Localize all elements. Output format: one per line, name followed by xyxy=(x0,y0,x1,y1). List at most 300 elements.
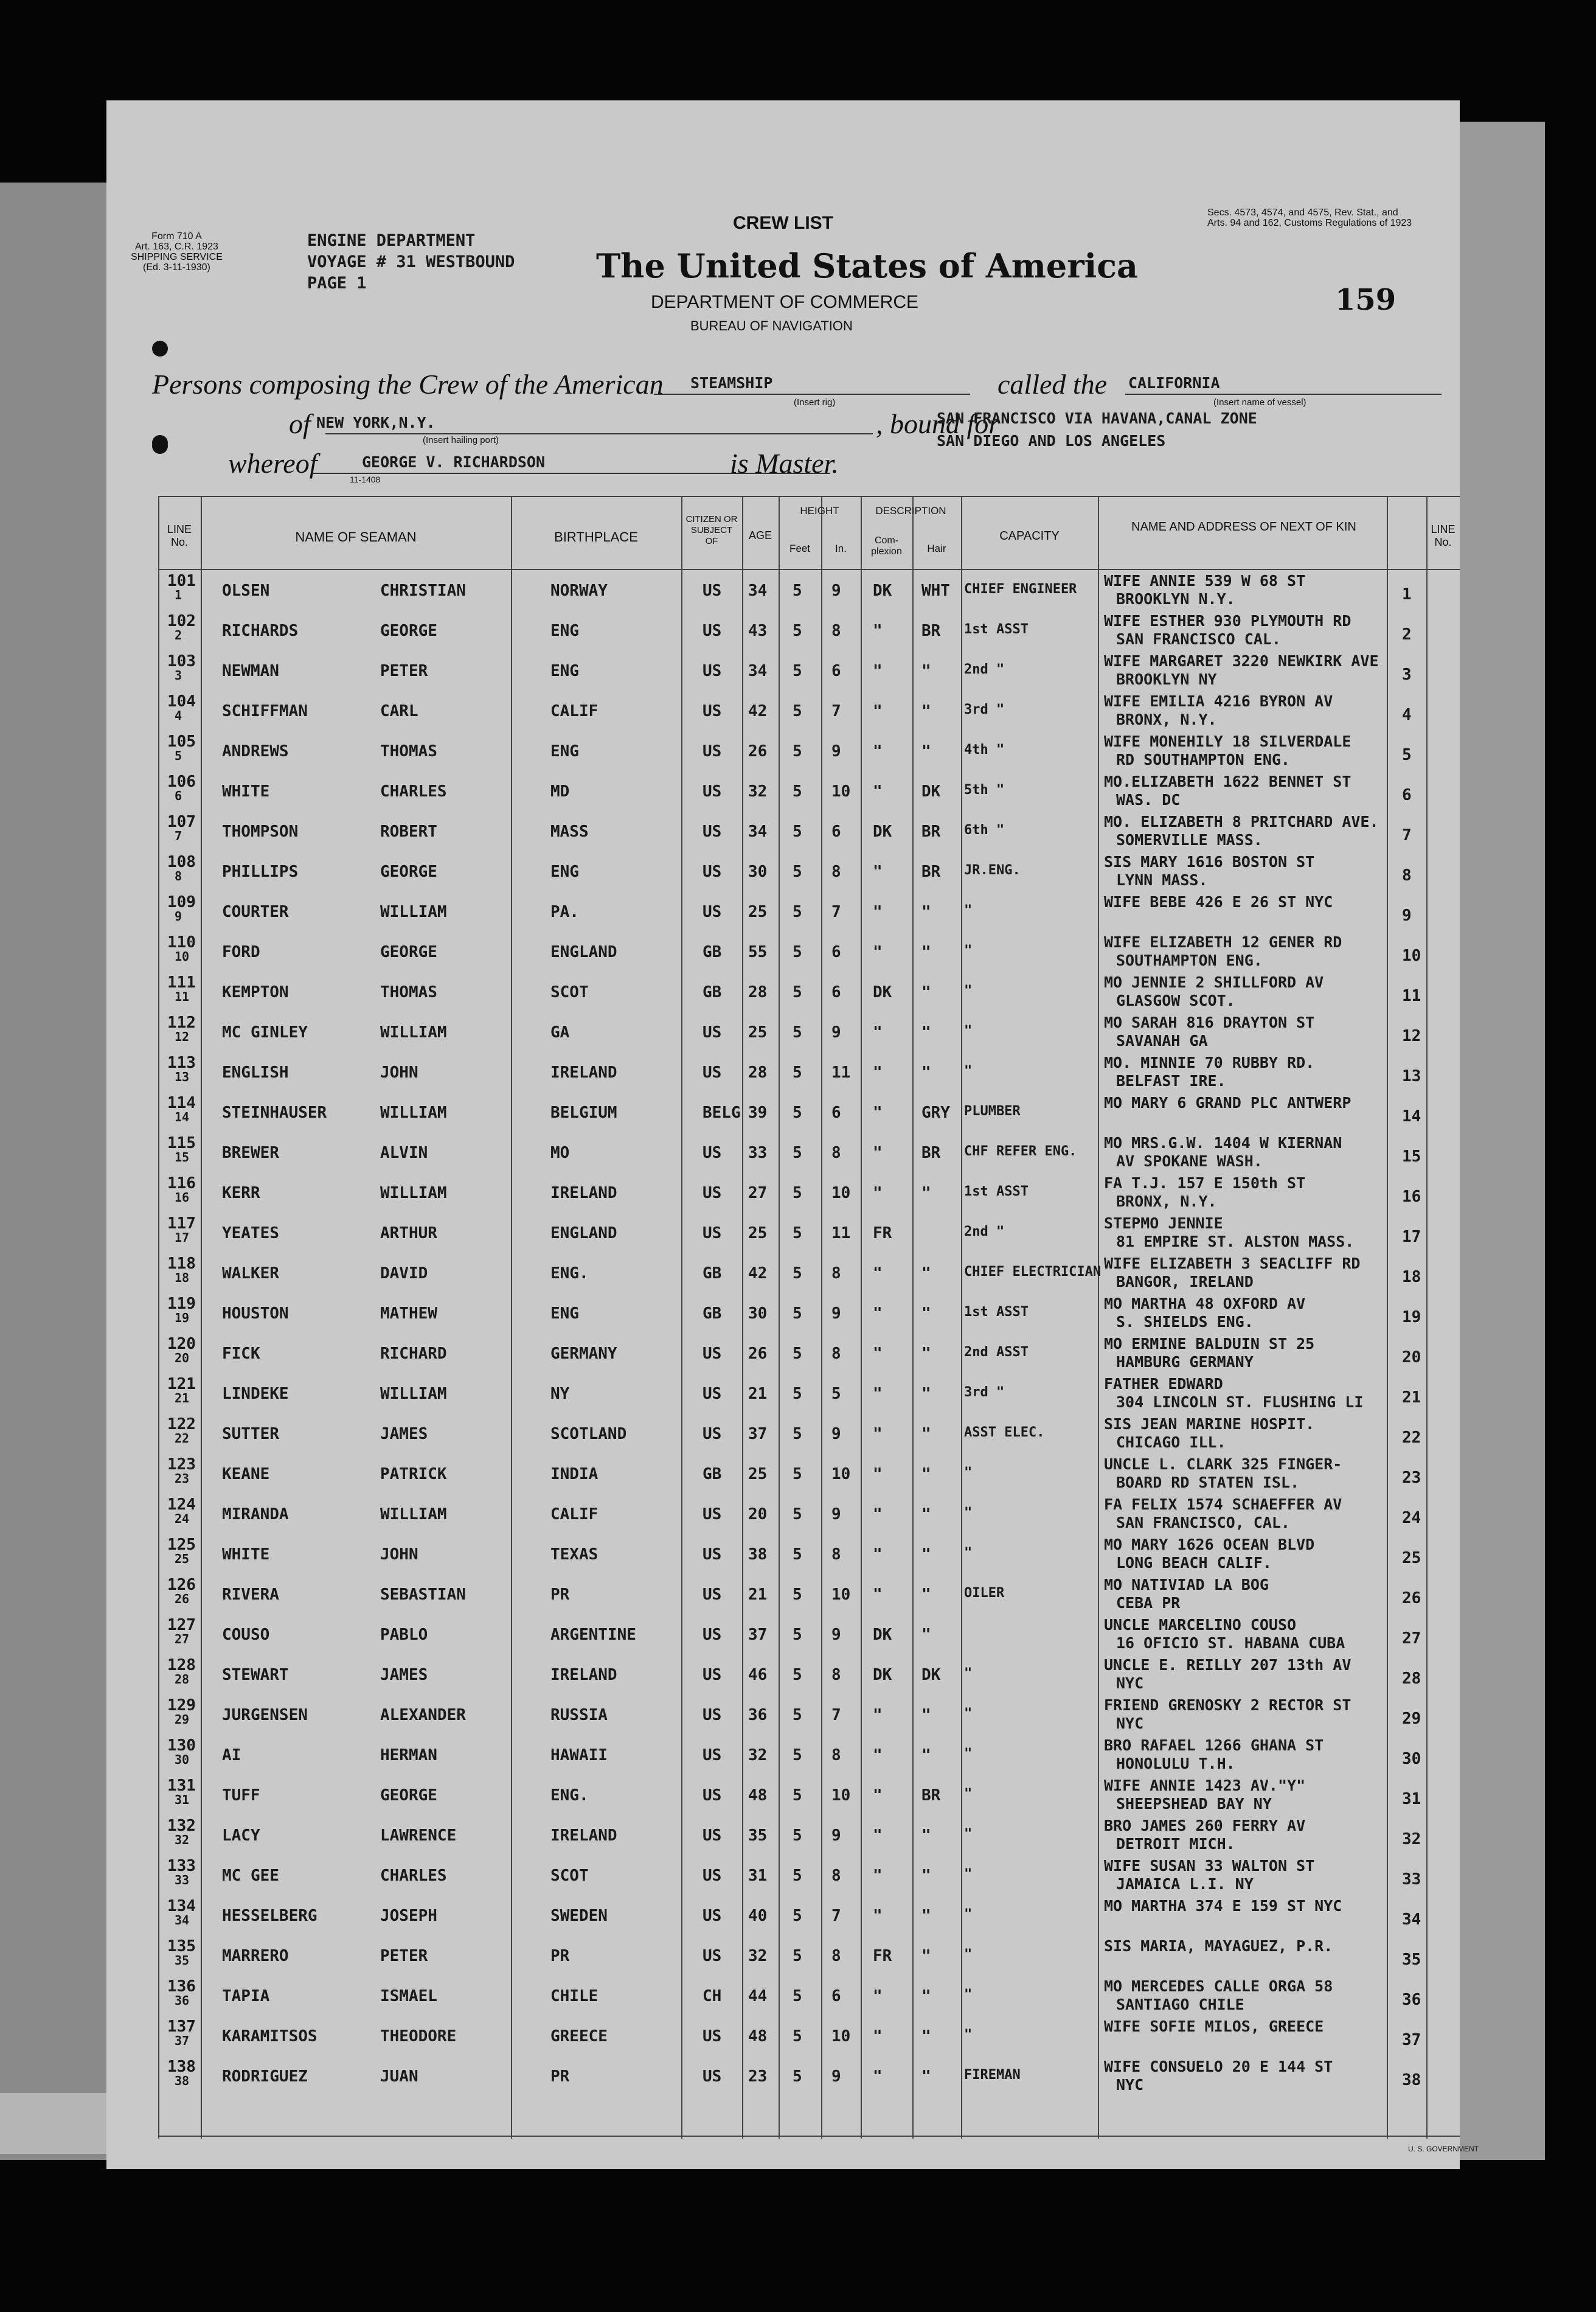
form-id: Form 710 A Art. 163, C.R. 1923 SHIPPING SERVICE (Ed. 3-11-1930) xyxy=(131,231,223,273)
capacity: " xyxy=(964,1023,973,1039)
height-feet: 5 xyxy=(793,1465,802,1483)
birthplace: IRELAND xyxy=(550,1064,617,1082)
age: 46 xyxy=(748,1666,768,1684)
height-inches: 10 xyxy=(831,2027,851,2046)
citizenship: US xyxy=(703,1023,722,1042)
line-number: 12 xyxy=(175,1029,190,1044)
first-name: HERMAN xyxy=(380,1746,437,1764)
citizenship: CH xyxy=(703,1987,722,2005)
row-id: 138 xyxy=(167,2058,196,2076)
citizenship: US xyxy=(703,1385,722,1403)
hair: " xyxy=(921,1586,931,1604)
capacity: " xyxy=(964,1947,973,1962)
next-of-kin-address: SAVANAH GA xyxy=(1116,1032,1208,1050)
birthplace: ENG. xyxy=(550,1786,589,1805)
table-row xyxy=(106,1335,1460,1374)
last-name: MARRERO xyxy=(222,1947,289,1965)
table-row xyxy=(106,1817,1460,1856)
table-row xyxy=(106,2058,1460,2097)
first-name: PATRICK xyxy=(380,1465,447,1483)
citizenship: US xyxy=(703,622,722,640)
capacity: " xyxy=(964,903,973,918)
hair: " xyxy=(921,1505,931,1523)
age: 37 xyxy=(748,1626,768,1644)
punch-hole xyxy=(152,341,168,357)
next-of-kin-address: HAMBURG GERMANY xyxy=(1116,1353,1254,1371)
last-name: MC GEE xyxy=(222,1867,279,1885)
last-name: ANDREWS xyxy=(222,742,289,761)
table-row xyxy=(106,1014,1460,1053)
line-number-right: 30 xyxy=(1402,1750,1421,1768)
citizenship: US xyxy=(703,1867,722,1885)
first-name: PABLO xyxy=(380,1626,428,1644)
first-name: ISMAEL xyxy=(380,1987,437,2005)
complexion: " xyxy=(873,903,883,921)
hair: " xyxy=(921,702,931,720)
birthplace: IRELAND xyxy=(550,1184,617,1202)
birthplace: MD xyxy=(550,782,570,801)
complexion: FR xyxy=(873,1947,892,1965)
capacity: ASST ELEC. xyxy=(964,1425,1045,1440)
next-of-kin-name: WIFE ELIZABETH 12 GENER RD xyxy=(1104,933,1342,951)
complexion: " xyxy=(873,1064,883,1082)
line-number: 6 xyxy=(175,789,182,803)
complexion: " xyxy=(873,702,883,720)
line-number-right: 22 xyxy=(1402,1429,1421,1447)
row-id: 102 xyxy=(167,612,196,630)
age: 32 xyxy=(748,1746,768,1764)
first-name: THOMAS xyxy=(380,983,437,1001)
age: 25 xyxy=(748,903,768,921)
line-number-right: 1 xyxy=(1402,585,1412,604)
line-number-right: 28 xyxy=(1402,1670,1421,1688)
height-feet: 5 xyxy=(793,1987,802,2005)
birthplace: GA xyxy=(550,1023,570,1042)
first-name: CARL xyxy=(380,702,418,720)
first-name: ARTHUR xyxy=(380,1224,437,1242)
next-of-kin-name: WIFE MONEHILY 18 SILVERDALE xyxy=(1104,733,1351,750)
height-inches: 6 xyxy=(831,983,841,1001)
citizenship: US xyxy=(703,903,722,921)
table-row xyxy=(106,692,1460,731)
next-of-kin-address: NYC xyxy=(1116,1715,1144,1732)
table-row xyxy=(106,1897,1460,1936)
line-number: 15 xyxy=(175,1150,190,1165)
age: 25 xyxy=(748,1023,768,1042)
next-of-kin-name: WIFE ESTHER 930 PLYMOUTH RD xyxy=(1104,612,1351,630)
right-background-document xyxy=(1460,122,1545,2160)
line-number-right: 15 xyxy=(1402,1147,1421,1166)
next-of-kin-address: NYC xyxy=(1116,2076,1144,2094)
complexion: DK xyxy=(873,823,892,841)
height-inches: 9 xyxy=(831,1626,841,1644)
citizenship: US xyxy=(703,1947,722,1965)
complexion: " xyxy=(873,1505,883,1523)
line-number-right: 4 xyxy=(1402,706,1412,724)
row-id: 124 xyxy=(167,1495,196,1514)
col-feet: Feet xyxy=(789,543,811,554)
birthplace: INDIA xyxy=(550,1465,598,1483)
row-id: 122 xyxy=(167,1415,196,1433)
row-id: 112 xyxy=(167,1014,196,1032)
left-background-document xyxy=(0,183,106,2160)
age: 40 xyxy=(748,1907,768,1925)
height-feet: 5 xyxy=(793,1304,802,1323)
citizenship: GB xyxy=(703,943,722,961)
complexion: " xyxy=(873,1184,883,1202)
height-feet: 5 xyxy=(793,1907,802,1925)
col-inches: In. xyxy=(835,543,847,554)
next-of-kin-address: BRONX, N.Y. xyxy=(1116,1193,1217,1210)
citizenship: US xyxy=(703,582,722,600)
next-of-kin-name: UNCLE MARCELINO COUSO xyxy=(1104,1616,1297,1634)
line-number: 16 xyxy=(175,1190,190,1205)
row-id: 106 xyxy=(167,773,196,791)
complexion: " xyxy=(873,2027,883,2046)
citizenship: US xyxy=(703,662,722,680)
vessel-name: CALIFORNIA xyxy=(1128,374,1220,392)
citizenship: US xyxy=(703,702,722,720)
complexion: " xyxy=(873,1826,883,1845)
next-of-kin-name: WIFE ANNIE 539 W 68 ST xyxy=(1104,572,1306,590)
citizenship: US xyxy=(703,2067,722,2086)
table-row xyxy=(106,1295,1460,1334)
next-of-kin-name: WIFE EMILIA 4216 BYRON AV xyxy=(1104,692,1333,710)
hair: " xyxy=(921,1345,931,1363)
last-name: AI xyxy=(222,1746,241,1764)
col-citizen: CITIZEN OR SUBJECT OF xyxy=(685,514,738,546)
birthplace: ENGLAND xyxy=(550,1224,617,1242)
capacity: " xyxy=(964,1987,973,2002)
line-number-right: 7 xyxy=(1402,826,1412,844)
row-id: 120 xyxy=(167,1335,196,1353)
row-id: 132 xyxy=(167,1817,196,1835)
height-inches: 8 xyxy=(831,1144,841,1162)
height-inches: 8 xyxy=(831,1867,841,1885)
row-id: 107 xyxy=(167,813,196,831)
complexion: DK xyxy=(873,1626,892,1644)
row-id: 128 xyxy=(167,1656,196,1674)
next-of-kin-name: MO MARTHA 374 E 159 ST NYC xyxy=(1104,1897,1342,1915)
insert-port-label: (Insert hailing port) xyxy=(423,435,499,445)
complexion: " xyxy=(873,1465,883,1483)
height-feet: 5 xyxy=(793,1224,802,1242)
birthplace: HAWAII xyxy=(550,1746,608,1764)
complexion: " xyxy=(873,782,883,801)
first-name: PETER xyxy=(380,662,428,680)
col-line-no-right: LINE No. xyxy=(1431,523,1455,548)
capacity: " xyxy=(964,1465,973,1480)
hair: " xyxy=(921,1987,931,2005)
hailing-port-line xyxy=(325,432,873,434)
next-of-kin-name: WIFE ANNIE 1423 AV."Y" xyxy=(1104,1777,1306,1794)
table-row xyxy=(106,2018,1460,2056)
first-name: JOHN xyxy=(380,1545,418,1564)
capacity: JR.ENG. xyxy=(964,863,1021,878)
line-number: 5 xyxy=(175,748,182,763)
table-row xyxy=(106,1415,1460,1454)
next-of-kin-address: SOMERVILLE MASS. xyxy=(1116,831,1263,849)
height-inches: 8 xyxy=(831,1345,841,1363)
height-inches: 8 xyxy=(831,1746,841,1764)
height-inches: 9 xyxy=(831,582,841,600)
capacity: OILER xyxy=(964,1586,1005,1601)
table-row xyxy=(106,1214,1460,1253)
height-feet: 5 xyxy=(793,622,802,640)
hair: " xyxy=(921,1264,931,1283)
heading-phrase-4: , bound for xyxy=(876,408,1000,439)
capacity: 2nd ASST xyxy=(964,1345,1029,1360)
line-number-right: 12 xyxy=(1402,1027,1421,1045)
height-feet: 5 xyxy=(793,823,802,841)
last-name: TUFF xyxy=(222,1786,260,1805)
line-number: 17 xyxy=(175,1230,190,1245)
col-capacity: CAPACITY xyxy=(999,529,1060,543)
line-number: 31 xyxy=(175,1792,190,1807)
age: 23 xyxy=(748,2067,768,2086)
form-title: CREW LIST xyxy=(733,213,833,233)
capacity: 3rd " xyxy=(964,702,1005,717)
age: 25 xyxy=(748,1465,768,1483)
birthplace: SWEDEN xyxy=(550,1907,608,1925)
table-header-border xyxy=(158,569,1460,570)
complexion: " xyxy=(873,662,883,680)
complexion: DK xyxy=(873,582,892,600)
age: 27 xyxy=(748,1184,768,1202)
birthplace: GERMANY xyxy=(550,1345,617,1363)
capacity: 1st ASST xyxy=(964,622,1029,637)
line-number: 1 xyxy=(175,588,182,602)
line-number: 24 xyxy=(175,1511,190,1526)
next-of-kin-name: FA T.J. 157 E 150th ST xyxy=(1104,1174,1306,1192)
row-id: 109 xyxy=(167,893,196,911)
capacity: " xyxy=(964,1867,973,1882)
capacity: " xyxy=(964,2027,973,2042)
vessel-type-line xyxy=(654,392,970,395)
col-complexion: Com-plexion xyxy=(871,535,902,557)
age: 37 xyxy=(748,1425,768,1443)
vessel-name-line xyxy=(1125,392,1442,395)
row-id: 134 xyxy=(167,1897,196,1915)
hair: " xyxy=(921,742,931,761)
capacity: " xyxy=(964,1706,973,1721)
line-number: 20 xyxy=(175,1351,190,1365)
line-number-right: 31 xyxy=(1402,1790,1421,1808)
birthplace: NORWAY xyxy=(550,582,608,600)
last-name: HOUSTON xyxy=(222,1304,289,1323)
age: 32 xyxy=(748,1947,768,1965)
citizenship: GB xyxy=(703,983,722,1001)
complexion: " xyxy=(873,1907,883,1925)
line-number-right: 26 xyxy=(1402,1589,1421,1607)
line-number: 21 xyxy=(175,1391,190,1405)
last-name: OLSEN xyxy=(222,582,270,600)
next-of-kin-name: UNCLE L. CLARK 325 FINGER- xyxy=(1104,1455,1342,1473)
first-name: JAMES xyxy=(380,1666,428,1684)
table-row xyxy=(106,813,1460,852)
citizenship: US xyxy=(703,1746,722,1764)
next-of-kin-name: MO MRS.G.W. 1404 W KIERNAN xyxy=(1104,1134,1342,1152)
row-id: 127 xyxy=(167,1616,196,1634)
capacity: 2nd " xyxy=(964,1224,1005,1239)
birthplace: PR xyxy=(550,1586,570,1604)
first-name: PETER xyxy=(380,1947,428,1965)
height-feet: 5 xyxy=(793,1505,802,1523)
hair: " xyxy=(921,1465,931,1483)
table-row xyxy=(106,1495,1460,1534)
next-of-kin-name: MO JENNIE 2 SHILLFORD AV xyxy=(1104,973,1324,991)
col-name: NAME OF SEAMAN xyxy=(295,529,417,545)
height-inches: 6 xyxy=(831,943,841,961)
line-number-right: 20 xyxy=(1402,1348,1421,1367)
bureau-title: BUREAU OF NAVIGATION xyxy=(690,318,853,333)
citizenship: US xyxy=(703,1425,722,1443)
line-number-right: 6 xyxy=(1402,786,1412,804)
col-height: HEIGHT xyxy=(800,505,839,517)
last-name: SCHIFFMAN xyxy=(222,702,308,720)
first-name: JUAN xyxy=(380,2067,418,2086)
citizenship: US xyxy=(703,1826,722,1845)
bottom-background-strip xyxy=(0,2093,106,2154)
capacity: " xyxy=(964,943,973,958)
first-name: JOSEPH xyxy=(380,1907,437,1925)
height-feet: 5 xyxy=(793,1064,802,1082)
next-of-kin-name: MO MARY 6 GRAND PLC ANTWERP xyxy=(1104,1094,1351,1112)
line-number: 35 xyxy=(175,1953,190,1968)
complexion: " xyxy=(873,1264,883,1283)
height-inches: 9 xyxy=(831,1023,841,1042)
line-number: 30 xyxy=(175,1752,190,1767)
first-name: ROBERT xyxy=(380,823,437,841)
next-of-kin-name: MO ERMINE BALDUIN ST 25 xyxy=(1104,1335,1315,1353)
age: 48 xyxy=(748,2027,768,2046)
citizenship: US xyxy=(703,1144,722,1162)
table-row xyxy=(106,853,1460,892)
first-name: CHARLES xyxy=(380,1867,447,1885)
last-name: NEWMAN xyxy=(222,662,279,680)
hair: BR xyxy=(921,863,941,881)
height-inches: 8 xyxy=(831,1545,841,1564)
line-number-right: 10 xyxy=(1402,947,1421,965)
line-number: 38 xyxy=(175,2073,190,2088)
birthplace: NY xyxy=(550,1385,570,1403)
next-of-kin-name: MO. ELIZABETH 8 PRITCHARD AVE. xyxy=(1104,813,1379,830)
row-id: 123 xyxy=(167,1455,196,1474)
height-inches: 9 xyxy=(831,1826,841,1845)
last-name: KARAMITSOS xyxy=(222,2027,317,2046)
next-of-kin-address: BANGOR, IRELAND xyxy=(1116,1273,1254,1290)
line-number-right: 33 xyxy=(1402,1870,1421,1889)
first-name: ALEXANDER xyxy=(380,1706,466,1724)
citizenship: US xyxy=(703,742,722,761)
next-of-kin-address: 304 LINCOLN ST. FLUSHING LI xyxy=(1116,1393,1364,1411)
height-inches: 8 xyxy=(831,1666,841,1684)
birthplace: ARGENTINE xyxy=(550,1626,636,1644)
hair: " xyxy=(921,2027,931,2046)
next-of-kin-address: BROOKLYN NY xyxy=(1116,670,1217,688)
row-id: 131 xyxy=(167,1777,196,1795)
age: 30 xyxy=(748,1304,768,1323)
height-feet: 5 xyxy=(793,662,802,680)
height-feet: 5 xyxy=(793,1867,802,1885)
height-inches: 6 xyxy=(831,662,841,680)
birthplace: GREECE xyxy=(550,2027,608,2046)
statute-reference: Secs. 4573, 4574, and 4575, Rev. Stat., and Arts. 94 and 162, Customs Regulations of 1923 xyxy=(1207,207,1412,228)
age: 33 xyxy=(748,1144,768,1162)
line-number: 34 xyxy=(175,1913,190,1927)
height-inches: 11 xyxy=(831,1064,851,1082)
height-inches: 7 xyxy=(831,1907,841,1925)
age: 42 xyxy=(748,1264,768,1283)
table-row xyxy=(106,1777,1460,1816)
row-id: 119 xyxy=(167,1295,196,1313)
hair: " xyxy=(921,1746,931,1764)
complexion: " xyxy=(873,1345,883,1363)
height-feet: 5 xyxy=(793,582,802,600)
last-name: MIRANDA xyxy=(222,1505,289,1523)
table-row xyxy=(106,1174,1460,1213)
birthplace: CALIF xyxy=(550,1505,598,1523)
department-title: DEPARTMENT OF COMMERCE xyxy=(651,292,919,312)
citizenship: US xyxy=(703,1064,722,1082)
citizenship: US xyxy=(703,1184,722,1202)
line-number: 32 xyxy=(175,1833,190,1847)
next-of-kin-name: MO. MINNIE 70 RUBBY RD. xyxy=(1104,1054,1315,1071)
row-id: 105 xyxy=(167,733,196,751)
height-feet: 5 xyxy=(793,1425,802,1443)
line-number: 3 xyxy=(175,668,182,683)
line-number-right: 2 xyxy=(1402,625,1412,644)
last-name: RICHARDS xyxy=(222,622,299,640)
line-number-right: 25 xyxy=(1402,1549,1421,1567)
complexion: " xyxy=(873,622,883,640)
hair: WHT xyxy=(921,582,950,600)
line-number-right: 32 xyxy=(1402,1830,1421,1848)
birthplace: SCOT xyxy=(550,1867,589,1885)
height-feet: 5 xyxy=(793,863,802,881)
citizenship: US xyxy=(703,782,722,801)
line-number-right: 34 xyxy=(1402,1910,1421,1929)
height-feet: 5 xyxy=(793,1666,802,1684)
height-feet: 5 xyxy=(793,903,802,921)
table-row xyxy=(106,1054,1460,1093)
birthplace: IRELAND xyxy=(550,1666,617,1684)
last-name: PHILLIPS xyxy=(222,863,299,881)
first-name: WILLIAM xyxy=(380,1023,447,1042)
line-number-right: 5 xyxy=(1402,746,1412,764)
height-inches: 10 xyxy=(831,782,851,801)
citizenship: US xyxy=(703,1545,722,1564)
capacity: " xyxy=(964,1786,973,1802)
height-feet: 5 xyxy=(793,1104,802,1122)
age: 36 xyxy=(748,1706,768,1724)
next-of-kin-address: SANTIAGO CHILE xyxy=(1116,1996,1244,2013)
next-of-kin-name: FA FELIX 1574 SCHAEFFER AV xyxy=(1104,1495,1342,1513)
height-feet: 5 xyxy=(793,1947,802,1965)
row-id: 136 xyxy=(167,1977,196,1996)
age: 32 xyxy=(748,782,768,801)
next-of-kin-name: MO MERCEDES CALLE ORGA 58 xyxy=(1104,1977,1333,1995)
last-name: KERR xyxy=(222,1184,260,1202)
birthplace: ENG xyxy=(550,622,579,640)
capacity: PLUMBER xyxy=(964,1104,1021,1119)
line-number-right: 35 xyxy=(1402,1951,1421,1969)
capacity: 3rd " xyxy=(964,1385,1005,1400)
row-id: 129 xyxy=(167,1696,196,1715)
table-bottom-border xyxy=(158,2136,1460,2137)
complexion: " xyxy=(873,1746,883,1764)
last-name: JURGENSEN xyxy=(222,1706,308,1724)
